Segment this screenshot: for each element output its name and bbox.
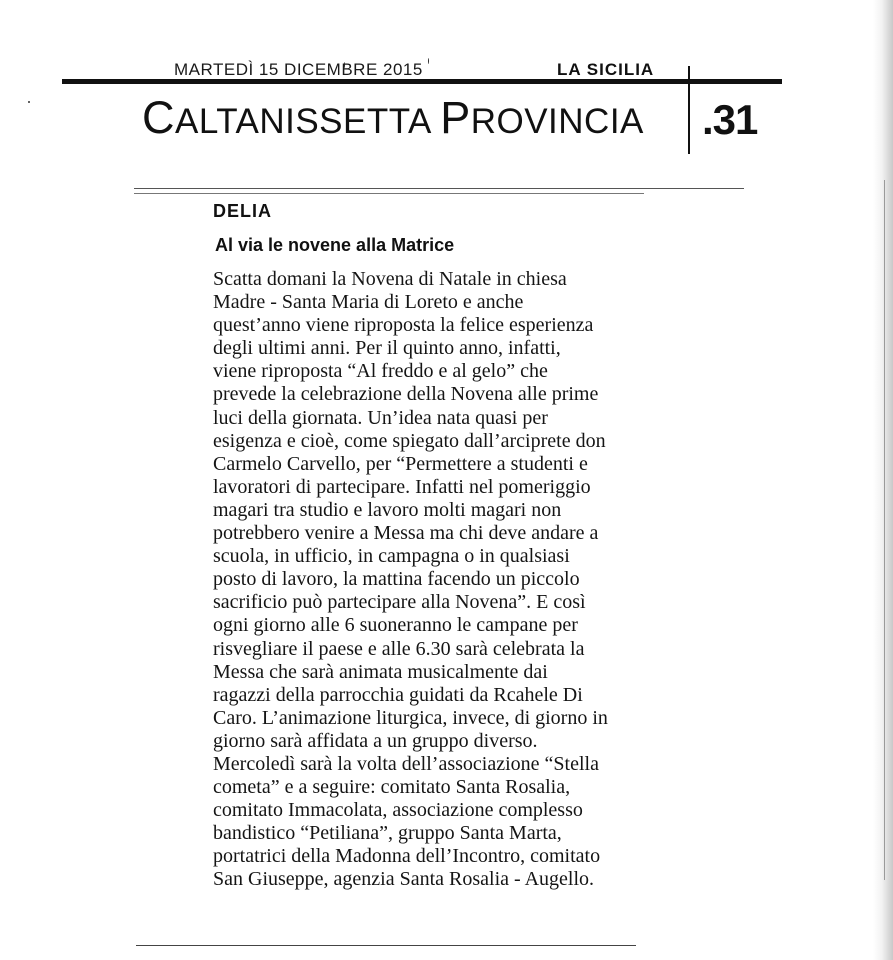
- body-line: ragazzi della parrocchia guidati da Rcahele Di: [213, 683, 583, 706]
- body-line: Messa che sarà animata musicalmente dai: [213, 660, 548, 683]
- section-subtitle-initial: P: [440, 92, 471, 143]
- section-title: [142, 92, 644, 144]
- body-line: luci della giornata. Un’idea nata quasi per: [213, 406, 548, 429]
- article-body: [213, 268, 683, 892]
- body-line: potrebbero venire a Messa ma chi deve andare a: [213, 522, 599, 545]
- body-line: San Giuseppe, agenzia Santa Rosalia - Augello.: [213, 868, 595, 891]
- body-line: magari tra studio e lavoro molti magari non: [213, 498, 562, 521]
- body-line: ogni giorno alle 6 suoneranno le campane per: [213, 614, 578, 637]
- body-line: risvegliare il paese e alle 6.30 sarà celebrata la: [213, 637, 585, 660]
- header-rule: [62, 79, 782, 84]
- body-line: viene riproposta “Al freddo e al gelo” che: [213, 360, 548, 383]
- body-line: cometa” e a seguire: comitato Santa Rosalia,: [213, 776, 571, 799]
- body-line: Scatta domani la Novena di Natale in chiesa: [213, 268, 567, 290]
- body-line: Caro. L’animazione liturgica, invece, di giorno in: [213, 706, 608, 729]
- body-line: posto di lavoro, la mattina facendo un piccolo: [213, 568, 580, 591]
- article-bottom-rule: [136, 945, 636, 946]
- body-line: portatrici della Madonna dell’Incontro, comitato: [213, 845, 601, 868]
- body-line: sacrificio può partecipare alla Novena”. E così: [213, 591, 586, 614]
- body-line: esigenza e cioè, come spiegato dall’arciprete don: [213, 429, 606, 452]
- section-title-initial: C: [142, 92, 175, 143]
- article-top-rule-secondary: [134, 193, 644, 194]
- body-line: scuola, in ufficio, in campagna o in qualsiasi: [213, 545, 570, 568]
- body-line: bandistico “Petiliana”, gruppo Santa Marta,: [213, 822, 562, 845]
- scan-speck: [28, 101, 30, 103]
- article-headline: Al via le novene alla Matrice: [215, 235, 455, 255]
- body-line: prevede la celebrazione della Novena alle prime: [213, 383, 599, 406]
- newspaper-name: LA SICILIA: [557, 60, 655, 79]
- body-line: lavoratori di partecipare. Infatti nel pomeriggio: [213, 475, 591, 498]
- body-line: Carmelo Carvello, per “Permettere a studenti e: [213, 452, 588, 475]
- body-line: comitato Immacolata, associazione complesso: [213, 799, 583, 822]
- section-subtitle-rest: ROVINCIA: [470, 102, 644, 141]
- header-divider: [688, 66, 690, 154]
- body-line: degli ultimi anni. Per il quinto anno, infatti,: [213, 337, 561, 360]
- body-line: quest’anno viene riproposta la felice esperienza: [213, 314, 594, 337]
- body-line: Madre - Santa Maria di Loreto e anche: [213, 291, 524, 314]
- section-title-rest: ALTANISSETTA: [175, 102, 430, 141]
- article-kicker: DELIA: [213, 201, 272, 221]
- page-number: .31: [702, 96, 758, 143]
- issue-date: MARTEDÌ 15 DICEMBRE 2015: [174, 60, 423, 79]
- article-top-rule: [134, 188, 744, 189]
- scan-edge-line: [884, 180, 885, 880]
- scan-edge-shadow: [873, 0, 893, 960]
- body-line: Mercoledì sarà la volta dell’associazione “Stella: [213, 752, 599, 775]
- body-line: giorno sarà affidata a un gruppo diverso.: [213, 729, 538, 752]
- scan-speck: [428, 58, 429, 64]
